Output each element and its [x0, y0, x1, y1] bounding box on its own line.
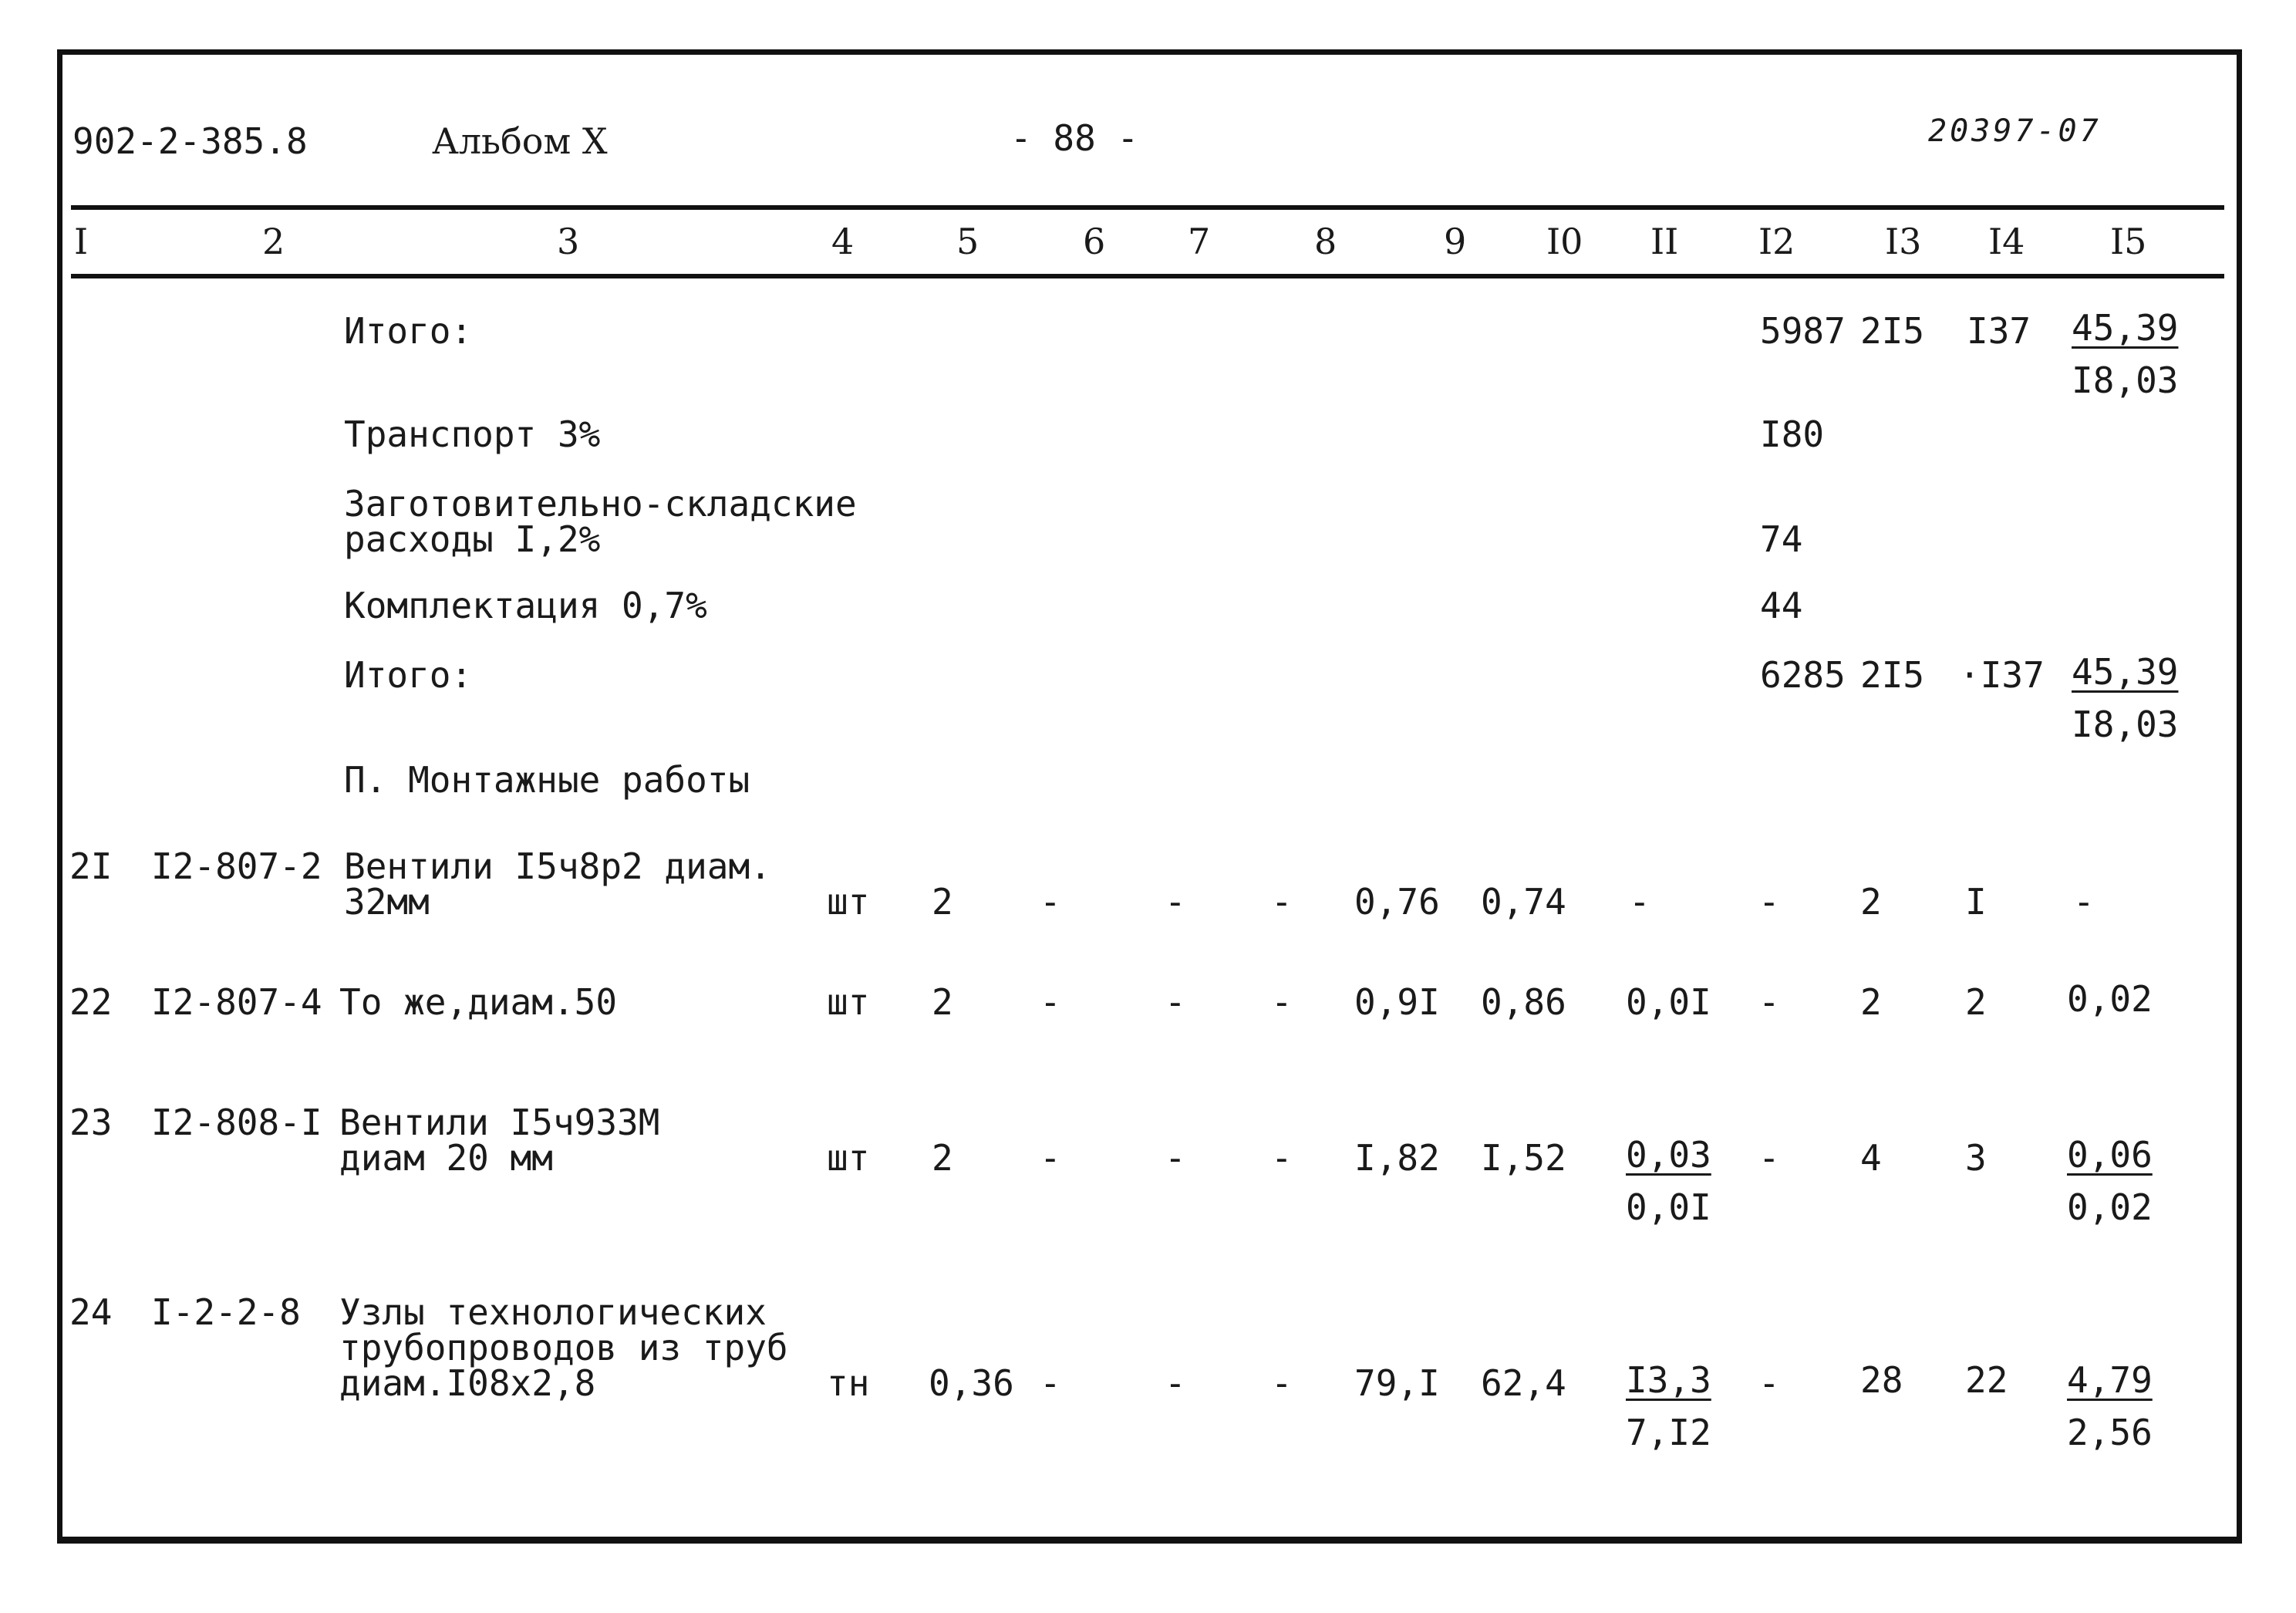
col-header-5: 5	[956, 221, 979, 262]
row-21-c12: -	[1758, 881, 1780, 923]
doc-code: 902-2-385.8	[72, 120, 308, 162]
row-22-c8: -	[1271, 981, 1293, 1023]
row-22-c10: 0,86	[1481, 981, 1566, 1023]
col-header-2: 2	[262, 221, 285, 262]
row-22-c6: -	[1040, 981, 1061, 1023]
row-23-c10: I,52	[1481, 1137, 1566, 1179]
col-header-15: I5	[2110, 221, 2147, 262]
row-23-name-line1: Вентили I5ч933М	[339, 1102, 660, 1143]
row-21-code: I2-807-2	[151, 845, 322, 887]
komplekt-label: Комплектация 0,7%	[344, 585, 707, 626]
row-22-name-line1: То же,диам.50	[339, 981, 618, 1023]
row-24-c10: 62,4	[1481, 1362, 1566, 1404]
row-23-c14: 3	[1965, 1137, 1987, 1179]
row-21-c7: -	[1165, 881, 1186, 923]
row-24-c13: 28	[1860, 1359, 1903, 1401]
row-24-c6: -	[1040, 1362, 1061, 1404]
zagot-c12: 74	[1760, 518, 1803, 560]
row-22-c12: -	[1758, 981, 1780, 1023]
row-21-name-line1: Вентили I5ч8р2 диам.	[344, 845, 771, 887]
transport-c12: I80	[1760, 413, 1825, 455]
col-header-8: 8	[1314, 221, 1337, 262]
itogo2-c14: ·I37	[1959, 654, 2045, 696]
col-header-3: 3	[557, 221, 580, 262]
row-23-c8: -	[1271, 1137, 1293, 1179]
row-21-c11: -	[1629, 881, 1650, 923]
komplekt-c12: 44	[1760, 585, 1803, 626]
row-24-c11-top: I3,3	[1626, 1359, 1711, 1401]
col-header-4: 4	[831, 221, 855, 262]
row-23-code: I2-808-I	[151, 1102, 322, 1143]
row-23-c12: -	[1758, 1137, 1780, 1179]
row-24-c7: -	[1165, 1362, 1186, 1404]
row-23-c15-bottom: 0,02	[2067, 1186, 2153, 1228]
section-title: П. Монтажные работы	[344, 759, 750, 801]
row-21-c8: -	[1271, 881, 1293, 923]
header-rule-top	[71, 205, 2224, 210]
row-21-name-line2: 32мм	[344, 881, 430, 923]
row-21-unit: шт	[827, 881, 870, 923]
itogo-c14: I37	[1967, 310, 2031, 352]
row-24-code: I-2-2-8	[151, 1291, 301, 1333]
row-22-c7: -	[1165, 981, 1186, 1023]
row-22-c9: 0,9I	[1354, 981, 1440, 1023]
row-21-qty: 2	[932, 881, 953, 923]
row-23-unit: шт	[827, 1137, 870, 1179]
itogo-c12: 5987	[1760, 310, 1846, 352]
row-24-c8: -	[1271, 1362, 1293, 1404]
album-title: Альбом X	[432, 120, 608, 162]
itogo2-label: Итого:	[344, 654, 473, 696]
page-number: - 88 -	[1010, 117, 1139, 159]
col-header-10: I0	[1546, 221, 1583, 262]
row-22-c14: 2	[1965, 981, 1987, 1023]
row-23-name-line2: диам 20 мм	[339, 1137, 553, 1179]
row-24-name-line1: Узлы технологических	[339, 1291, 767, 1333]
row-24-c15-top: 4,79	[2067, 1359, 2153, 1401]
col-header-12: I2	[1758, 221, 1795, 262]
row-24-c14: 22	[1965, 1359, 2008, 1401]
transport-label: Транспорт 3%	[344, 413, 601, 455]
itogo-c15-bottom: I8,03	[2072, 359, 2179, 401]
row-24-name-line3: диам.I08x2,8	[339, 1362, 596, 1404]
itogo-label: Итого:	[344, 310, 473, 352]
row-23-qty: 2	[932, 1137, 953, 1179]
itogo2-c12: 6285	[1760, 654, 1846, 696]
row-22-qty: 2	[932, 981, 953, 1023]
row-21-c13: 2	[1860, 881, 1882, 923]
row-24-number: 24	[69, 1291, 113, 1333]
zagot-label-line1: Заготовительно-складские	[344, 483, 857, 525]
itogo2-c15-bottom: I8,03	[2072, 704, 2179, 745]
row-23-c7: -	[1165, 1137, 1186, 1179]
row-24-qty: 0,36	[929, 1362, 1014, 1404]
row-21-c15: -	[2073, 881, 2095, 923]
zagot-label-line2: расходы I,2%	[344, 518, 601, 560]
row-24-c9: 79,I	[1354, 1362, 1440, 1404]
col-header-14: I4	[1988, 221, 2025, 262]
row-21-c14: I	[1965, 881, 1987, 923]
col-header-13: I3	[1885, 221, 1922, 262]
row-22-c15: 0,02	[2067, 978, 2153, 1020]
row-23-c13: 4	[1860, 1137, 1882, 1179]
row-23-number: 23	[69, 1102, 113, 1143]
itogo-c13: 2I5	[1860, 310, 1925, 352]
row-22-code: I2-807-4	[151, 981, 322, 1023]
col-header-1: I	[74, 221, 89, 262]
col-header-9: 9	[1444, 221, 1467, 262]
itogo2-c15-top: 45,39	[2072, 651, 2179, 693]
row-24-unit: тн	[827, 1362, 870, 1404]
row-21-c9: 0,76	[1354, 881, 1440, 923]
row-22-number: 22	[69, 981, 113, 1023]
row-23-c11-top: 0,03	[1626, 1134, 1711, 1176]
header-rule-bottom	[71, 274, 2224, 278]
row-22-unit: шт	[827, 981, 870, 1023]
col-header-11: II	[1650, 221, 1679, 262]
itogo-c15-top: 45,39	[2072, 307, 2179, 349]
row-22-c11: 0,0I	[1626, 981, 1711, 1023]
row-23-c11-bottom: 0,0I	[1626, 1186, 1711, 1228]
document-stamp: 20397-07	[1928, 113, 2102, 149]
row-22-c13: 2	[1860, 981, 1882, 1023]
col-header-6: 6	[1083, 221, 1106, 262]
row-24-c11-bottom: 7,I2	[1626, 1412, 1711, 1453]
row-21-c6: -	[1040, 881, 1061, 923]
row-23-c6: -	[1040, 1137, 1061, 1179]
row-23-c9: I,82	[1354, 1137, 1440, 1179]
itogo2-c13: 2I5	[1860, 654, 1925, 696]
col-header-7: 7	[1188, 221, 1211, 262]
row-21-number: 2I	[69, 845, 113, 887]
row-24-name-line2: трубопроводов из труб	[339, 1327, 788, 1368]
row-24-c15-bottom: 2,56	[2067, 1412, 2153, 1453]
row-23-c15-top: 0,06	[2067, 1134, 2153, 1176]
row-24-c12: -	[1758, 1362, 1780, 1404]
row-21-c10: 0,74	[1481, 881, 1566, 923]
